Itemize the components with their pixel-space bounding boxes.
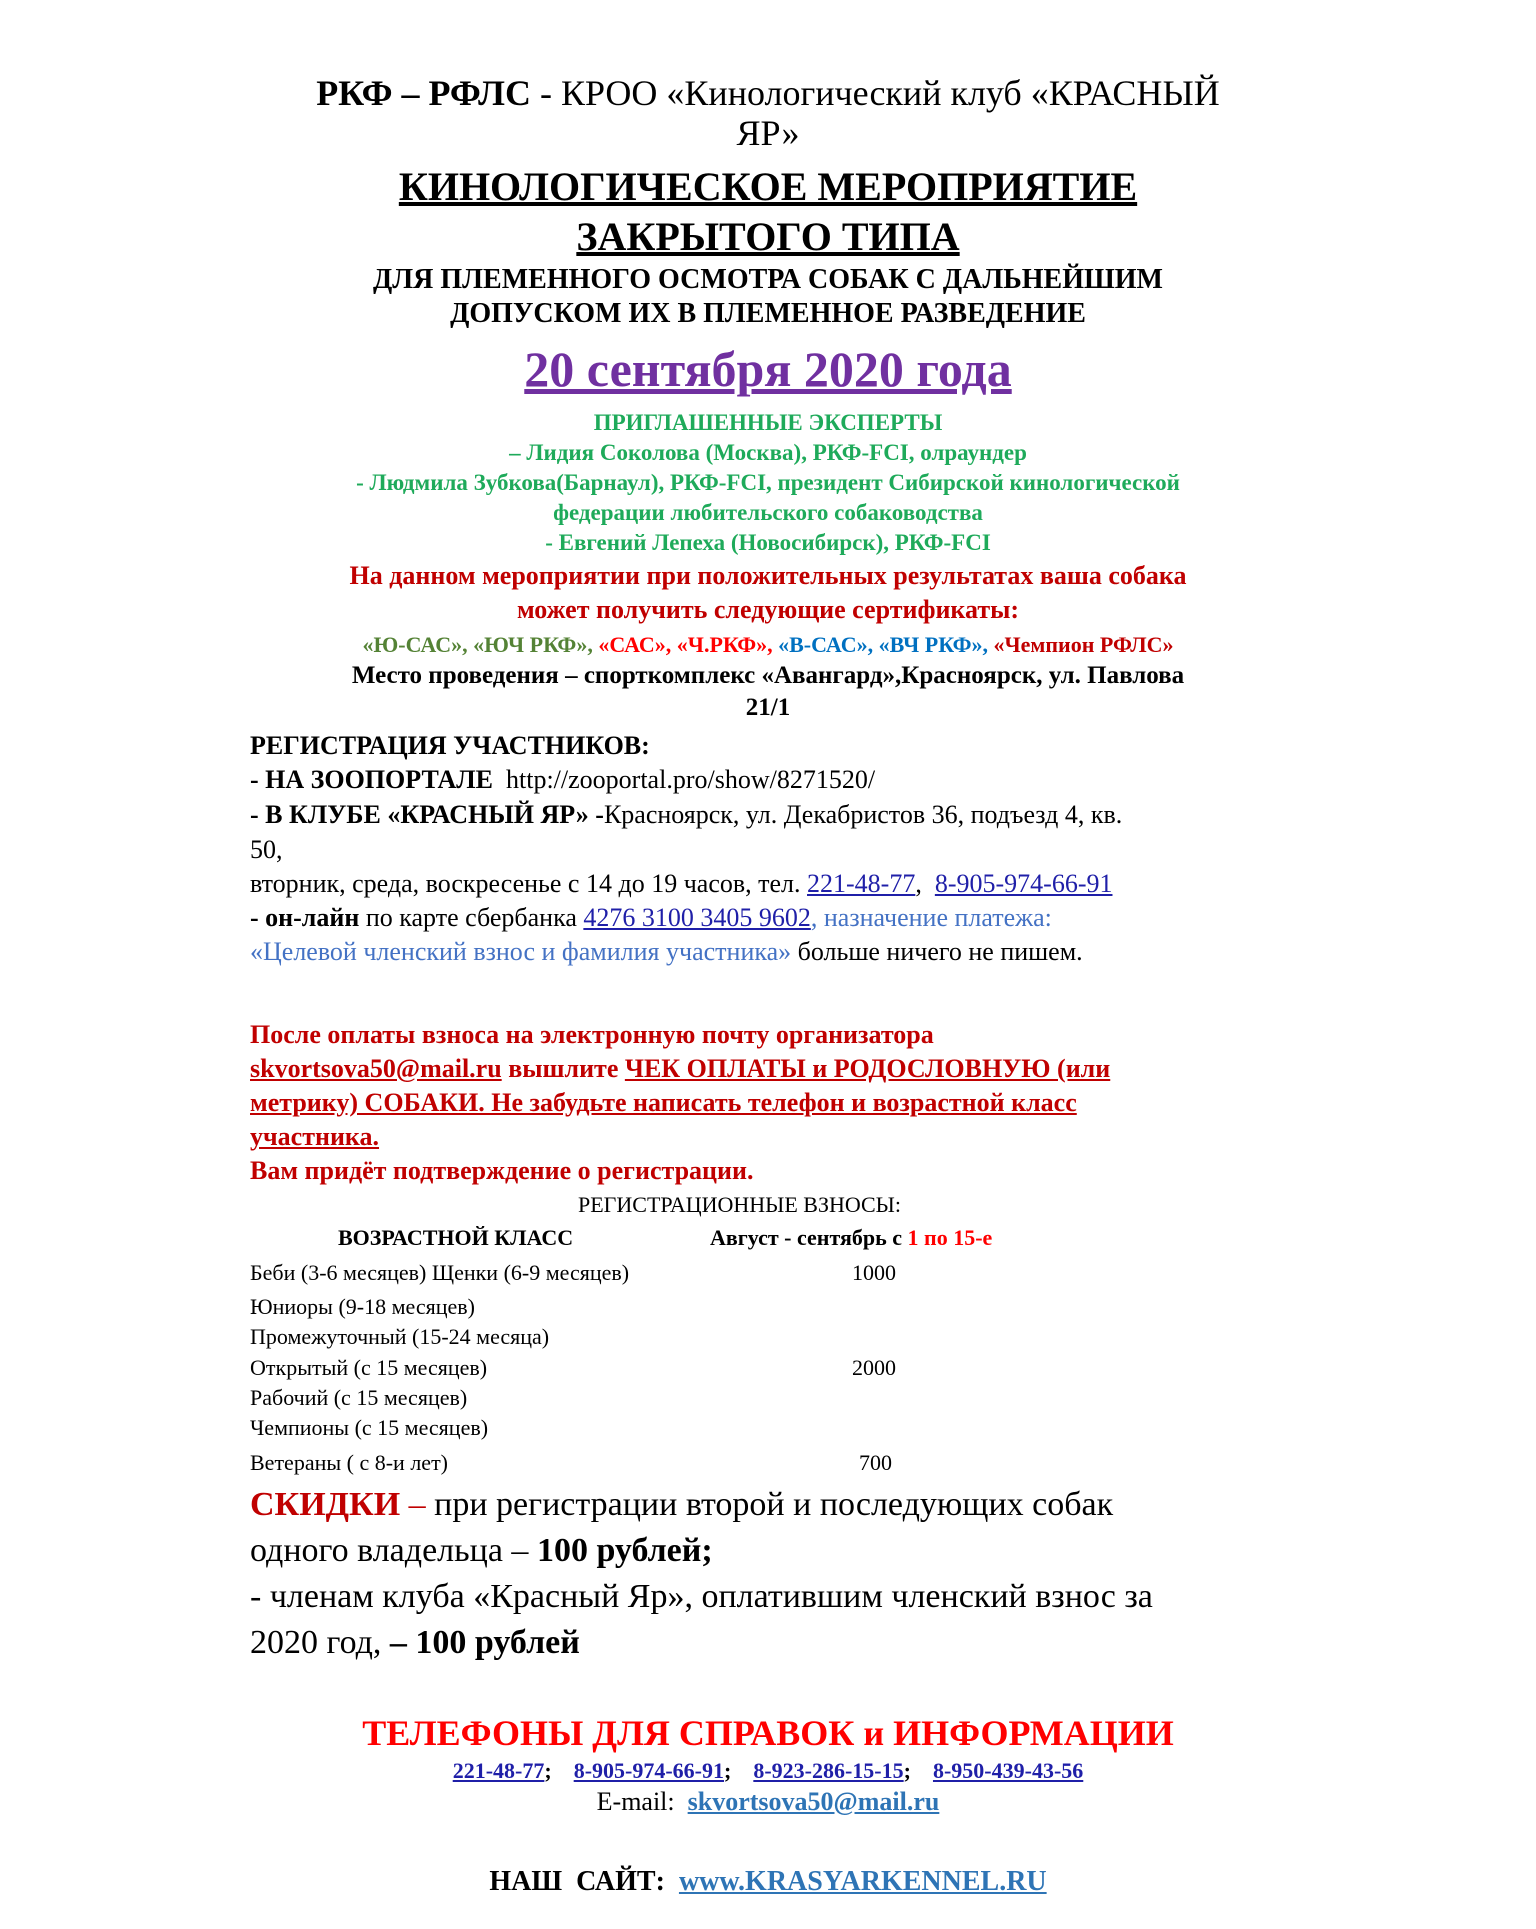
required-docs: ЧЕК ОПЛАТЫ и РОДОСЛОВНУЮ (или <box>624 1054 1111 1083</box>
fees-col-class: ВОЗРАСТНОЙ КЛАСС <box>338 1225 574 1250</box>
org-name: - КРОО «Кинологический клуб «КРАСНЫЙ <box>530 73 1220 113</box>
email-link[interactable]: skvortsova50@mail.ru <box>687 1787 940 1816</box>
expert-line: - Людмила Зубкова(Барнаул), РКФ-FCI, президент Сибирской кинологической <box>356 470 1180 495</box>
venue-line-1: Место проведения – спорткомплекс «Авангард»,Красноярск, ул. Павлова <box>351 662 1185 689</box>
online-payment <box>250 903 1052 933</box>
expert-line: федерации любительского собаководства <box>553 500 983 525</box>
date-wrap <box>0 340 1536 398</box>
cert-junior: «Ю-САС», «ЮЧ РКФ», <box>362 632 599 657</box>
cert-champion: «Чемпион РФЛС» <box>993 632 1174 657</box>
fee-row-class: Чемпионы (с 15 месяцев) <box>250 1415 489 1440</box>
discount-text: при регистрации второй и последующих собак <box>434 1486 1114 1523</box>
fee-row-price: 700 <box>859 1450 892 1475</box>
org-abbrev: РКФ – РФЛС <box>316 73 531 113</box>
club-address-cont: 50, <box>250 835 283 864</box>
title-line-2-wrap <box>0 213 1536 260</box>
registration-zooportal <box>250 765 875 795</box>
fee-row-price: 2000 <box>852 1355 896 1380</box>
card-number-link[interactable]: 4276 3100 3405 9602 <box>583 903 811 932</box>
period-range: 1 по 15-е <box>907 1225 993 1250</box>
fees-title: РЕГИСТРАЦИОННЫЕ ВЗНОСЫ: <box>578 1192 901 1217</box>
fee-row-class: Ветераны ( с 8-и лет) <box>250 1450 449 1475</box>
phone-link[interactable]: 221-48-77 <box>452 1758 545 1783</box>
event-title-line-1: КИНОЛОГИЧЕСКОЕ МЕРОПРИЯТИЕ <box>398 164 1138 209</box>
dash: – <box>400 1486 435 1523</box>
discounts-line-2 <box>250 1532 713 1570</box>
fee-row-class: Промежуточный (15-24 месяца) <box>250 1324 550 1349</box>
venue-line-2: 21/1 <box>745 694 791 721</box>
club-label: - В КЛУБЕ «КРАСНЫЙ ЯР» - <box>250 800 604 829</box>
discounts-line-1 <box>250 1486 1113 1524</box>
discount-amount: – 100 рублей <box>389 1624 580 1661</box>
email-label: E-mail: <box>596 1787 688 1816</box>
phone-link[interactable]: 221-48-77 <box>807 869 916 898</box>
fee-row-price: 1000 <box>852 1260 896 1285</box>
experts-title: ПРИГЛАШЕННЫЕ ЭКСПЕРТЫ <box>593 410 943 435</box>
zooportal-url[interactable]: http://zooportal.pro/show/8271520/ <box>506 765 876 794</box>
period-prefix: Август - сентябрь с <box>710 1225 908 1250</box>
registration-confirmation: Вам придёт подтверждение о регистрации. <box>250 1156 754 1185</box>
separator: ; <box>903 1758 911 1783</box>
contact-phones <box>0 1758 1536 1784</box>
title-line-1-wrap <box>0 163 1536 210</box>
discounts-label: СКИДКИ <box>250 1486 401 1523</box>
contact-email <box>0 1787 1536 1817</box>
purpose-note: больше ничего не пишем. <box>791 937 1083 966</box>
website-link[interactable]: www.KRASYARKENNEL.RU <box>678 1866 1047 1897</box>
fee-row-class: Беби (3-6 месяцев) Щенки (6-9 месяцев) <box>250 1260 630 1285</box>
fees-col-period <box>710 1225 992 1251</box>
site-label: НАШ САЙТ: <box>489 1866 679 1897</box>
fee-row-class: Рабочий (с 15 месяцев) <box>250 1385 468 1410</box>
fee-row-class: Юниоры (9-18 месяцев) <box>250 1294 475 1319</box>
certificates-list <box>0 632 1536 658</box>
discounts-line-3: - членам клуба «Красный Яр», оплатившим членский взнос за <box>250 1578 1153 1615</box>
phone-link[interactable]: 8-905-974-66-91 <box>934 869 1113 898</box>
phone-link[interactable]: 8-950-439-43-56 <box>932 1758 1084 1783</box>
after-payment-line-3: метрику) СОБАКИ. Не забудьте написать телефон и возрастной класс <box>250 1088 1077 1117</box>
subtitle-line-1: ДЛЯ ПЛЕМЕННОГО ОСМОТРА СОБАК С ДАЛЬНЕЙШИМ <box>373 264 1163 295</box>
website <box>0 1866 1536 1898</box>
separator: ; <box>724 1758 732 1783</box>
fee-row-class: Открытый (с 15 месяцев) <box>250 1355 488 1380</box>
registration-title: РЕГИСТРАЦИЯ УЧАСТНИКОВ: <box>250 731 650 760</box>
purpose-label: , назначение платежа: <box>810 903 1052 932</box>
org-line-2: ЯР» <box>736 113 800 153</box>
online-label: - он-лайн <box>250 903 360 932</box>
certificates-intro-2: может получить следующие сертификаты: <box>516 595 1020 624</box>
separator: ; <box>544 1758 552 1783</box>
cert-veteran: «В-САС», «ВЧ РКФ», <box>778 632 994 657</box>
discounts-line-4 <box>250 1624 580 1662</box>
hours-text: вторник, среда, воскресенье с 14 до 19 часов, тел. <box>250 869 808 898</box>
discount-text: одного владельца – <box>250 1532 537 1569</box>
contacts-title: ТЕЛЕФОНЫ ДЛЯ СПРАВОК и ИНФОРМАЦИИ <box>362 1713 1174 1753</box>
expert-line: - Евгений Лепеха (Новосибирск), РКФ-FCI <box>545 530 991 555</box>
discount-text: 2020 год, <box>250 1624 390 1661</box>
separator: , <box>915 869 935 898</box>
payment-purpose <box>250 937 1083 967</box>
phone-link[interactable]: 8-923-286-15-15 <box>753 1758 904 1783</box>
cert-adult: «САС», «Ч.РКФ», <box>598 632 779 657</box>
after-payment-line-1: После оплаты взноса на электронную почту организатора <box>250 1020 934 1049</box>
organizer-email-link[interactable]: skvortsova50@mail.ru <box>250 1054 502 1083</box>
event-date: 20 сентября 2020 года <box>524 341 1012 397</box>
event-title-line-2: ЗАКРЫТОГО ТИПА <box>576 214 960 259</box>
club-hours <box>250 869 1112 899</box>
registration-club <box>250 800 1122 830</box>
purpose-text: «Целевой членский взнос и фамилия участника» <box>250 937 792 966</box>
after-payment-line-2 <box>250 1054 1110 1084</box>
online-text: по карте сбербанка <box>359 903 584 932</box>
certificates-intro-1: На данном мероприятии при положительных результатах ваша собака <box>349 561 1187 590</box>
zooportal-label: - НА ЗООПОРТАЛЕ <box>250 765 494 794</box>
phone-link[interactable]: 8-905-974-66-91 <box>573 1758 724 1783</box>
org-line <box>0 72 1536 114</box>
subtitle-line-2: ДОПУСКОМ ИХ В ПЛЕМЕННОЕ РАЗВЕДЕНИЕ <box>450 298 1086 329</box>
discount-amount: 100 рублей; <box>536 1532 713 1569</box>
after-payment-line-4: участника. <box>250 1122 380 1151</box>
club-address: Красноярск, ул. Декабристов 36, подъезд 4, кв. <box>603 800 1123 829</box>
send-text: вышлите <box>501 1054 625 1083</box>
expert-line: – Лидия Соколова (Москва), РКФ-FCI, олраундер <box>509 440 1027 465</box>
